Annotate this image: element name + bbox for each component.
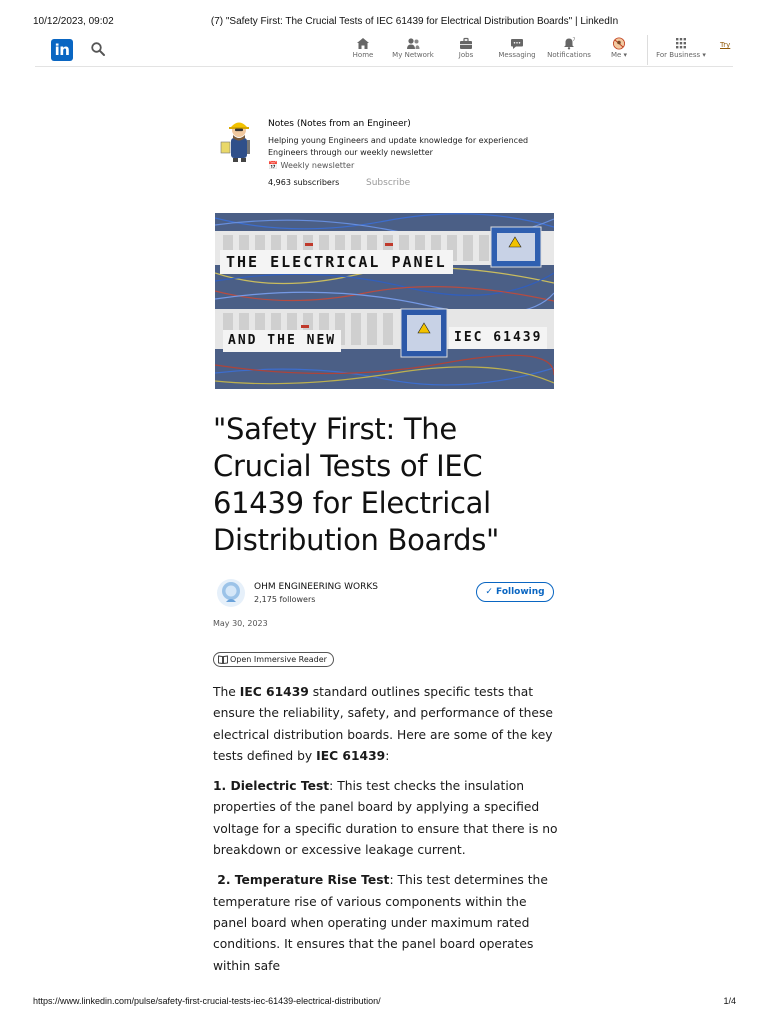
bell-icon bbox=[562, 37, 576, 50]
briefcase-icon bbox=[459, 37, 473, 50]
nav-label-home: Home bbox=[352, 51, 374, 59]
immersive-reader-button[interactable] bbox=[213, 652, 334, 667]
newsletter-frequency-label: Weekly newsletter bbox=[280, 161, 355, 170]
notification-badge: 7 bbox=[572, 38, 576, 43]
chevron-down-icon: ▾ bbox=[702, 51, 706, 59]
newsletter-title[interactable]: Notes (Notes from an Engineer) bbox=[268, 119, 411, 129]
nav-item-notifications[interactable] bbox=[546, 37, 592, 65]
nav-item-for-business[interactable] bbox=[653, 37, 709, 65]
home-icon bbox=[356, 37, 370, 50]
following-button[interactable] bbox=[476, 582, 554, 602]
print-page-number: 1/4 bbox=[723, 996, 736, 1006]
calendar-icon: 📅 bbox=[268, 161, 278, 170]
chat-icon bbox=[510, 37, 524, 50]
chevron-down-icon: ▾ bbox=[623, 51, 628, 59]
article-body bbox=[213, 682, 558, 986]
book-icon bbox=[218, 655, 228, 664]
paragraph-dielectric-test: 1. Dielectric Test: This test checks the insulation properties of the panel board by applying a specified voltage for a specific duration to ensure that there is no breakdown or excessive leakage current. bbox=[213, 779, 558, 858]
author-followers: 2,175 followers bbox=[254, 595, 316, 604]
nav-label-me: Me ▾ bbox=[610, 51, 628, 59]
paragraph-temperature-rise-test: 2. Temperature Rise Test: This test determines the temperature rise of various components within the panel board when operating under maximum rated conditions. It ensures that the panel board operates within safe bbox=[213, 873, 548, 973]
print-header bbox=[33, 16, 736, 30]
nav-item-home[interactable] bbox=[348, 37, 378, 65]
print-url: https://www.linkedin.com/pulse/safety-first-crucial-tests-iec-61439-electrical-distribution/ bbox=[33, 996, 381, 1006]
nav-label-my-network: My Network bbox=[392, 51, 434, 59]
try-premium-link[interactable]: Try bbox=[720, 41, 731, 49]
print-page-title: (7) "Safety First: The Crucial Tests of IEC 61439 for Electrical Distribution Boards" | LinkedIn bbox=[210, 16, 619, 27]
paragraph-intro: The IEC 61439 standard outlines specific tests that ensure the reliability, safety, and performance of these electrical distribution boards. Here are some of the key tests defined by IEC 61439: bbox=[213, 685, 553, 763]
nav-label-notifications: Notifications bbox=[547, 51, 591, 59]
author-name[interactable]: OHM ENGINEERING WORKS bbox=[254, 582, 378, 592]
electrical-panel-photo bbox=[215, 213, 554, 389]
following-label: Following bbox=[496, 587, 545, 597]
article-headline: "Safety First: The Crucial Tests of IEC 61439 for Electrical Distribution Boards" bbox=[213, 412, 500, 557]
nav-label-for-business: For Business ▾ bbox=[656, 51, 706, 59]
print-footer bbox=[33, 996, 736, 1010]
nav-label-messaging: Messaging bbox=[498, 51, 536, 59]
network-icon bbox=[406, 37, 420, 50]
article-cover-image bbox=[215, 213, 554, 389]
avatar-icon bbox=[612, 37, 626, 50]
newsletter-card bbox=[218, 116, 558, 194]
nav-item-my-network[interactable] bbox=[390, 37, 436, 65]
author-block bbox=[216, 578, 556, 610]
subscriber-count: 4,963 subscribers bbox=[268, 178, 340, 187]
publish-date: May 30, 2023 bbox=[213, 619, 268, 628]
newsletter-frequency bbox=[268, 161, 354, 170]
linkedin-logo-icon[interactable]: in bbox=[51, 39, 73, 61]
nav-item-me[interactable] bbox=[605, 37, 633, 65]
hero-text-line2: AND THE NEW bbox=[223, 330, 341, 352]
engineer-cartoon-icon bbox=[218, 116, 258, 162]
newsletter-description: Helping young Engineers and update knowledge for experienced Engineers through our weekly newsletter bbox=[268, 136, 529, 157]
immersive-reader-label: Open Immersive Reader bbox=[230, 655, 327, 664]
nav-item-messaging[interactable] bbox=[497, 37, 537, 65]
nav-label-jobs: Jobs bbox=[458, 51, 474, 59]
nav-divider bbox=[647, 35, 648, 65]
nav-item-jobs[interactable] bbox=[452, 37, 480, 65]
hero-text-line1: THE ELECTRICAL PANEL bbox=[220, 250, 453, 274]
print-timestamp: 10/12/2023, 09:02 bbox=[33, 16, 114, 27]
search-icon[interactable] bbox=[90, 41, 106, 57]
global-nav bbox=[35, 35, 733, 67]
grid-icon bbox=[674, 37, 688, 50]
author-logo-icon[interactable] bbox=[216, 578, 246, 608]
checkmark-icon: ✓ bbox=[485, 587, 493, 597]
subscribe-button[interactable]: Subscribe bbox=[366, 178, 411, 188]
hero-text-line3: IEC 61439 bbox=[449, 327, 547, 349]
